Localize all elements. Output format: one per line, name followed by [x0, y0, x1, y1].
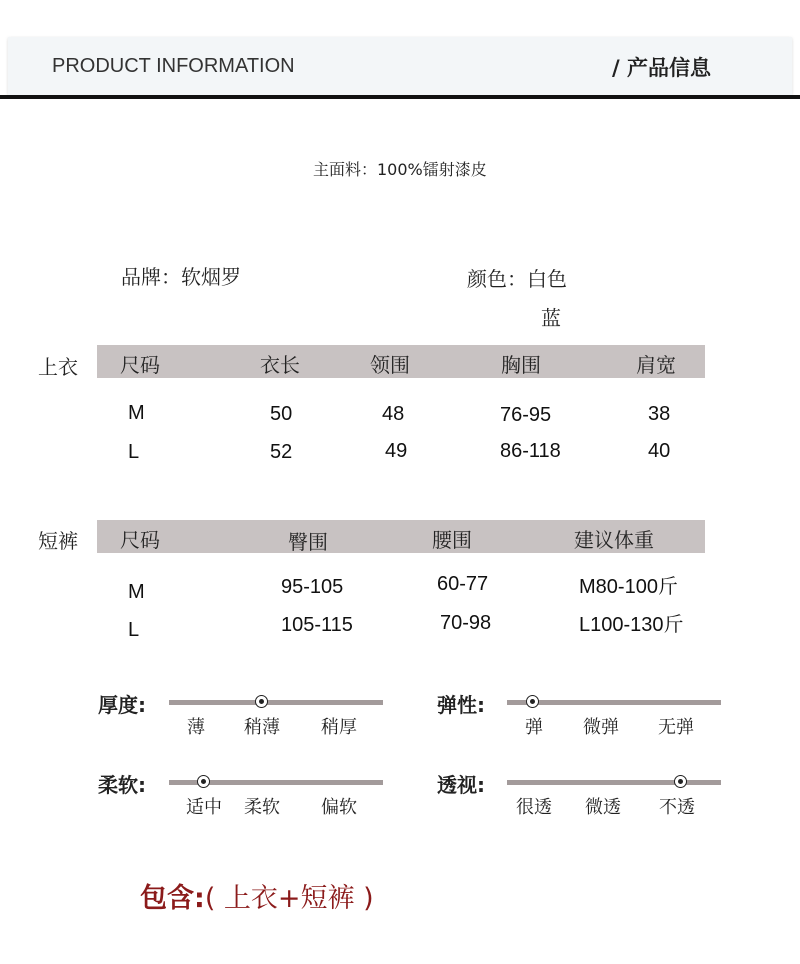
top-cell-collar: 49	[385, 440, 408, 462]
thickness-option: 稍厚	[321, 717, 357, 738]
header-title-en: PRODUCT INFORMATION	[52, 55, 295, 77]
top-header-shoulder: 肩宽	[636, 353, 676, 377]
top-cell-collar: 48	[382, 403, 405, 425]
includes-label: 包含:	[140, 883, 205, 914]
shorts-cell-waist: 60-77	[437, 573, 489, 595]
elasticity-label: 弹性:	[437, 693, 485, 717]
thickness-option: 薄	[187, 717, 205, 738]
top-header-collar: 领围	[370, 353, 410, 377]
header-title-zh: / 产品信息	[612, 56, 711, 80]
top-cell-bust: 76-95	[500, 404, 552, 426]
elasticity-option: 无弹	[658, 717, 694, 738]
shorts-cell-size: L	[128, 619, 140, 641]
softness-option: 适中	[186, 797, 222, 818]
includes-value: ( 上衣+短裤 )	[204, 883, 374, 914]
thickness-gauge-marker	[255, 695, 268, 708]
thickness-gauge-track	[169, 700, 383, 705]
fabric-info: 主面料：100%镭射漆皮	[313, 160, 487, 179]
softness-label: 柔软:	[98, 773, 146, 797]
top-section-label: 上衣	[38, 355, 78, 379]
transparency-option: 很透	[516, 797, 552, 818]
shorts-header-size: 尺码	[120, 528, 160, 552]
includes-info	[140, 876, 374, 915]
softness-option: 偏软	[321, 797, 357, 818]
top-header-bust: 胸围	[501, 353, 541, 377]
top-cell-shoulder: 40	[648, 440, 671, 462]
transparency-option: 微透	[585, 797, 621, 818]
transparency-gauge-track	[507, 780, 721, 785]
top-cell-size: M	[128, 402, 145, 424]
shorts-cell-weight: M80-100斤	[579, 576, 678, 598]
color-info: 颜色：白色	[467, 267, 567, 291]
shorts-table-header	[97, 520, 705, 553]
top-header-size: 尺码	[120, 353, 160, 377]
softness-option: 柔软	[244, 797, 280, 818]
top-cell-bust: 86-118	[500, 440, 561, 462]
transparency-label: 透视:	[437, 773, 485, 797]
elasticity-option: 微弹	[583, 717, 619, 738]
shorts-cell-weight: L100-130斤	[579, 614, 684, 636]
top-cell-length: 52	[270, 441, 293, 463]
brand-info: 品牌：软烟罗	[121, 265, 241, 289]
shorts-header-waist: 腰围	[432, 528, 472, 552]
top-header-length: 衣长	[260, 353, 300, 377]
transparency-gauge-marker	[674, 775, 687, 788]
top-table-header	[97, 345, 705, 378]
top-cell-size: L	[128, 441, 140, 463]
top-cell-length: 50	[270, 403, 293, 425]
elasticity-gauge-track	[507, 700, 721, 705]
shorts-cell-hip: 95-105	[281, 576, 344, 598]
shorts-cell-waist: 70-98	[440, 612, 492, 634]
elasticity-option: 弹	[525, 717, 543, 738]
shorts-cell-size: M	[128, 581, 145, 603]
shorts-section-label: 短裤	[38, 529, 78, 553]
shorts-header-weight: 建议体重	[574, 528, 654, 552]
header-divider	[0, 95, 800, 99]
shorts-cell-hip: 105-115	[281, 614, 353, 636]
color-info-second: 蓝	[541, 306, 561, 330]
thickness-option: 稍薄	[244, 717, 280, 738]
elasticity-gauge-marker	[526, 695, 539, 708]
thickness-label: 厚度:	[98, 693, 146, 717]
transparency-option: 不透	[659, 797, 695, 818]
softness-gauge-marker	[197, 775, 210, 788]
shorts-header-hip: 臀围	[288, 530, 328, 554]
top-cell-shoulder: 38	[648, 403, 671, 425]
